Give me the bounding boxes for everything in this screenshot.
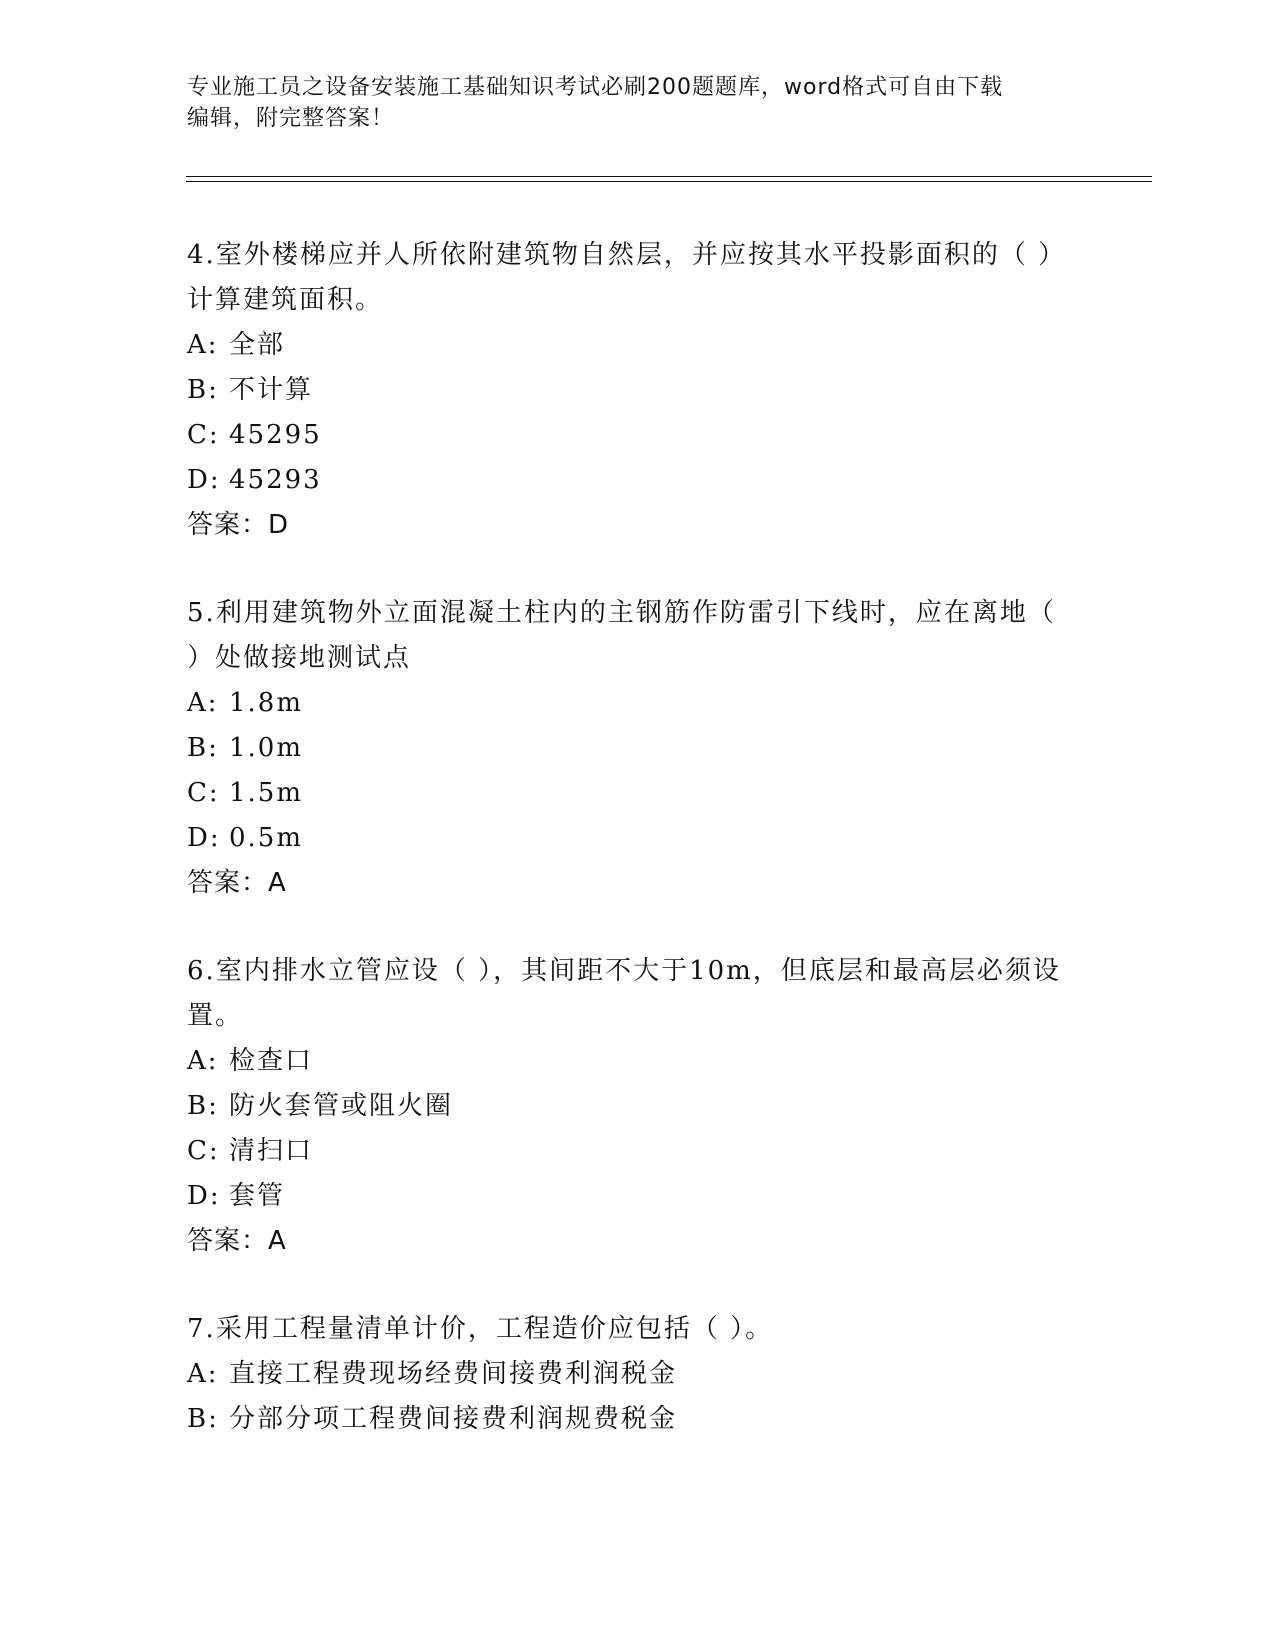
option-text: 套管 xyxy=(229,1181,286,1211)
option-a xyxy=(187,681,1067,726)
option-text: 防火套管或阻火圈 xyxy=(229,1091,454,1121)
option-d xyxy=(187,458,1067,503)
header-divider-top xyxy=(186,176,1152,177)
option-text: 清扫口 xyxy=(229,1136,314,1166)
question-number: 6. xyxy=(187,956,216,986)
answer-line xyxy=(187,503,1067,548)
option-text: 不计算 xyxy=(229,375,314,405)
answer-label: 答案： xyxy=(187,1226,269,1256)
option-letter: A: xyxy=(187,330,219,360)
option-letter: A: xyxy=(187,1046,219,1076)
question-6 xyxy=(187,949,1067,1264)
question-4 xyxy=(187,233,1067,548)
question-body: 利用建筑物外立面混凝土柱内的主钢筋作防雷引下线时，应在离地（ ）处做接地测试点 xyxy=(187,598,1056,673)
answer-label: 答案： xyxy=(187,868,269,898)
option-letter: A: xyxy=(187,1359,219,1389)
answer-line xyxy=(187,861,1067,906)
question-number: 7. xyxy=(187,1314,216,1344)
question-text xyxy=(187,1307,1067,1352)
answer-value: A xyxy=(268,868,287,898)
option-letter: B: xyxy=(187,1404,219,1434)
answer-value: A xyxy=(268,1226,287,1256)
option-b xyxy=(187,1397,1067,1442)
question-5 xyxy=(187,591,1067,906)
option-letter: B: xyxy=(187,375,219,405)
option-b xyxy=(187,726,1067,771)
option-text: 45293 xyxy=(229,465,322,495)
header-divider-bottom xyxy=(186,181,1152,182)
question-number: 4. xyxy=(187,240,216,270)
option-a xyxy=(187,323,1067,368)
option-text: 直接工程费现场经费间接费利润税金 xyxy=(229,1359,678,1389)
option-b xyxy=(187,1084,1067,1129)
option-text: 1.8m xyxy=(229,688,304,718)
question-text xyxy=(187,591,1067,681)
question-number: 5. xyxy=(187,598,216,628)
answer-line xyxy=(187,1219,1067,1264)
option-text: 检查口 xyxy=(229,1046,314,1076)
question-text xyxy=(187,233,1067,323)
option-text: 1.0m xyxy=(229,733,304,763)
option-letter: C: xyxy=(187,1136,220,1166)
answer-label: 答案： xyxy=(187,510,269,540)
answer-value: D xyxy=(268,510,290,540)
question-text xyxy=(187,949,1067,1039)
option-c xyxy=(187,413,1067,458)
option-letter: B: xyxy=(187,1091,219,1121)
option-a xyxy=(187,1039,1067,1084)
question-body: 采用工程量清单计价，工程造价应包括（ ）。 xyxy=(215,1314,774,1344)
option-d xyxy=(187,1174,1067,1219)
option-letter: D: xyxy=(187,465,221,495)
header-line-1: 专业施工员之设备安装施工基础知识考试必刷200题题库，word格式可自由下载 xyxy=(187,75,1004,100)
option-text: 45295 xyxy=(229,420,322,450)
option-text: 全部 xyxy=(229,330,286,360)
option-letter: D: xyxy=(187,823,221,853)
option-letter: B: xyxy=(187,733,219,763)
option-d xyxy=(187,816,1067,861)
question-list xyxy=(187,233,1067,1485)
option-letter: D: xyxy=(187,1181,221,1211)
option-text: 分部分项工程费间接费利润规费税金 xyxy=(229,1404,678,1434)
option-text: 1.5m xyxy=(229,778,304,808)
header-line-2: 编辑，附完整答案！ xyxy=(187,106,395,131)
option-text: 0.5m xyxy=(229,823,304,853)
question-7 xyxy=(187,1307,1067,1442)
option-c xyxy=(187,771,1067,816)
option-letter: C: xyxy=(187,778,220,808)
document-header xyxy=(187,72,1067,134)
question-body: 室内排水立管应设（ ），其间距不大于10m，但底层和最高层必须设置。 xyxy=(187,956,1061,1031)
option-c xyxy=(187,1129,1067,1174)
question-body: 室外楼梯应并人所依附建筑物自然层，并应按其水平投影面积的（ ）计算建筑面积。 xyxy=(187,240,1067,315)
option-letter: A: xyxy=(187,688,219,718)
option-a xyxy=(187,1352,1067,1397)
option-b xyxy=(187,368,1067,413)
option-letter: C: xyxy=(187,420,220,450)
